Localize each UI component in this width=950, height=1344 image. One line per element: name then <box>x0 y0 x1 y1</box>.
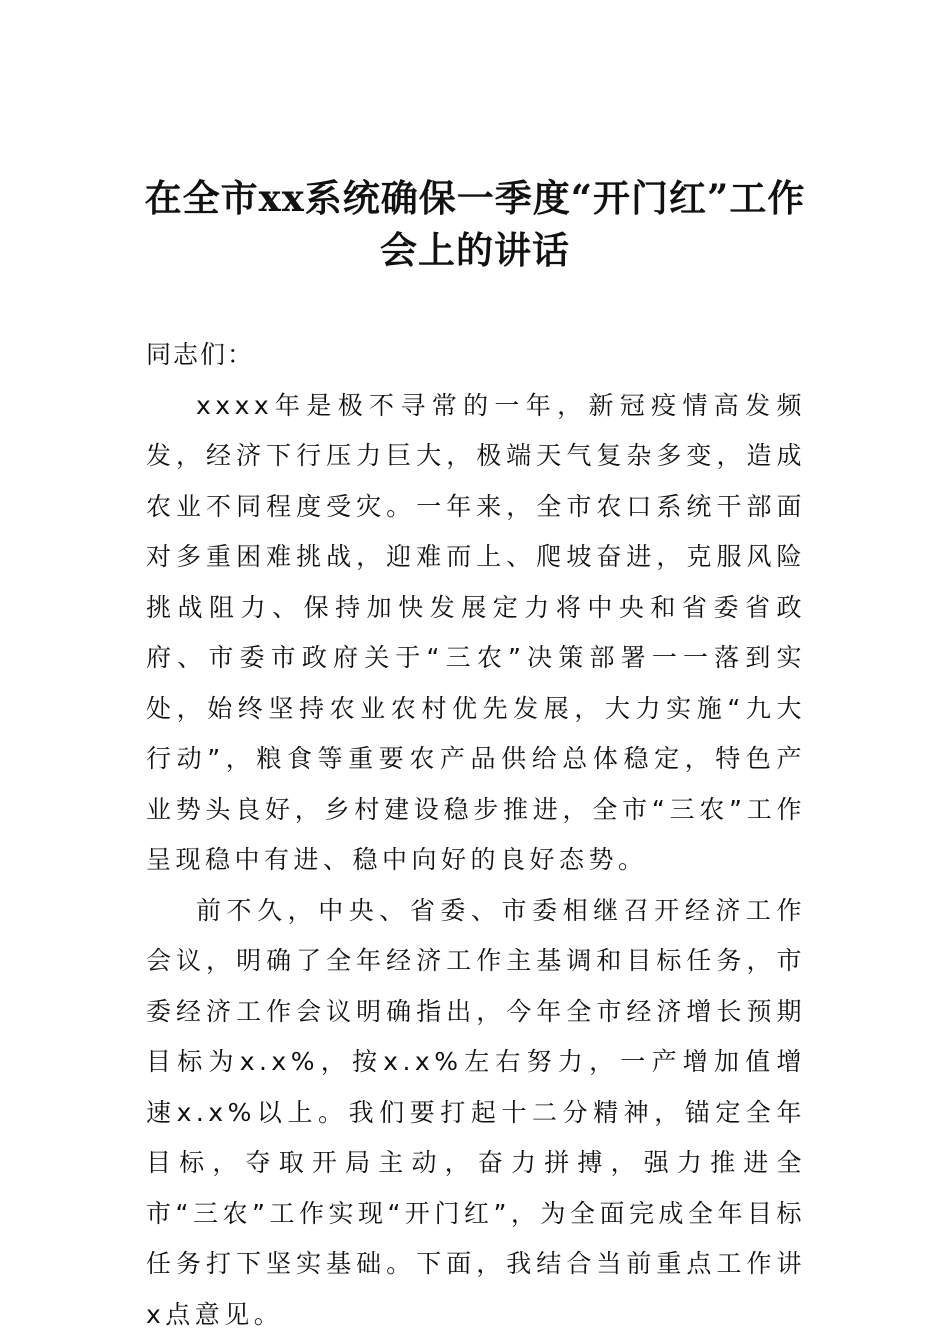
document-body <box>146 330 806 1340</box>
title-line-1: 在全市xx系统确保一季度“开门红”工作 <box>144 176 806 220</box>
salutation: 同志们： <box>146 340 255 369</box>
paragraph-1: xxxx年是极不寻常的一年，新冠疫情高发频发，经济下行压力巨大，极端天气复杂多变，造成农业不同程度受灾。一年来，全市农口系统干部面对多重困难挑战，迎难而上、爬坡奋进，克服风险挑战阻力、保持加快发展定力将中央和省委省政府、市委市政府关于“三农”决策部署一一落到实处，始终坚持农业农村优先发展，大力实施“九大行动”，粮食等重要农产品供给总体稳定，特色产业势头良好，乡村建设稳步推进，全市“三农”工作呈现稳中有进、稳中向好的良好态势。 <box>146 390 806 874</box>
document-title <box>120 172 830 276</box>
title-line-2: 会上的讲话 <box>380 228 570 272</box>
paragraph-2: 前不久，中央、省委、市委相继召开经济工作会议，明确了全年经济工作主基调和目标任务，市委经济工作会议明确指出，今年全市经济增长预期目标为x.x%，按x.x%左右努力，一产增加值增速x.x%以上。我们要打起十二分精神，锚定全年目标，夺取开局主动，奋力拼搏，强力推进全市“三农”工作实现“开门红”，为全面完成全年目标任务打下坚实基础。下面，我结合当前重点工作讲x点意见。 <box>146 895 806 1329</box>
